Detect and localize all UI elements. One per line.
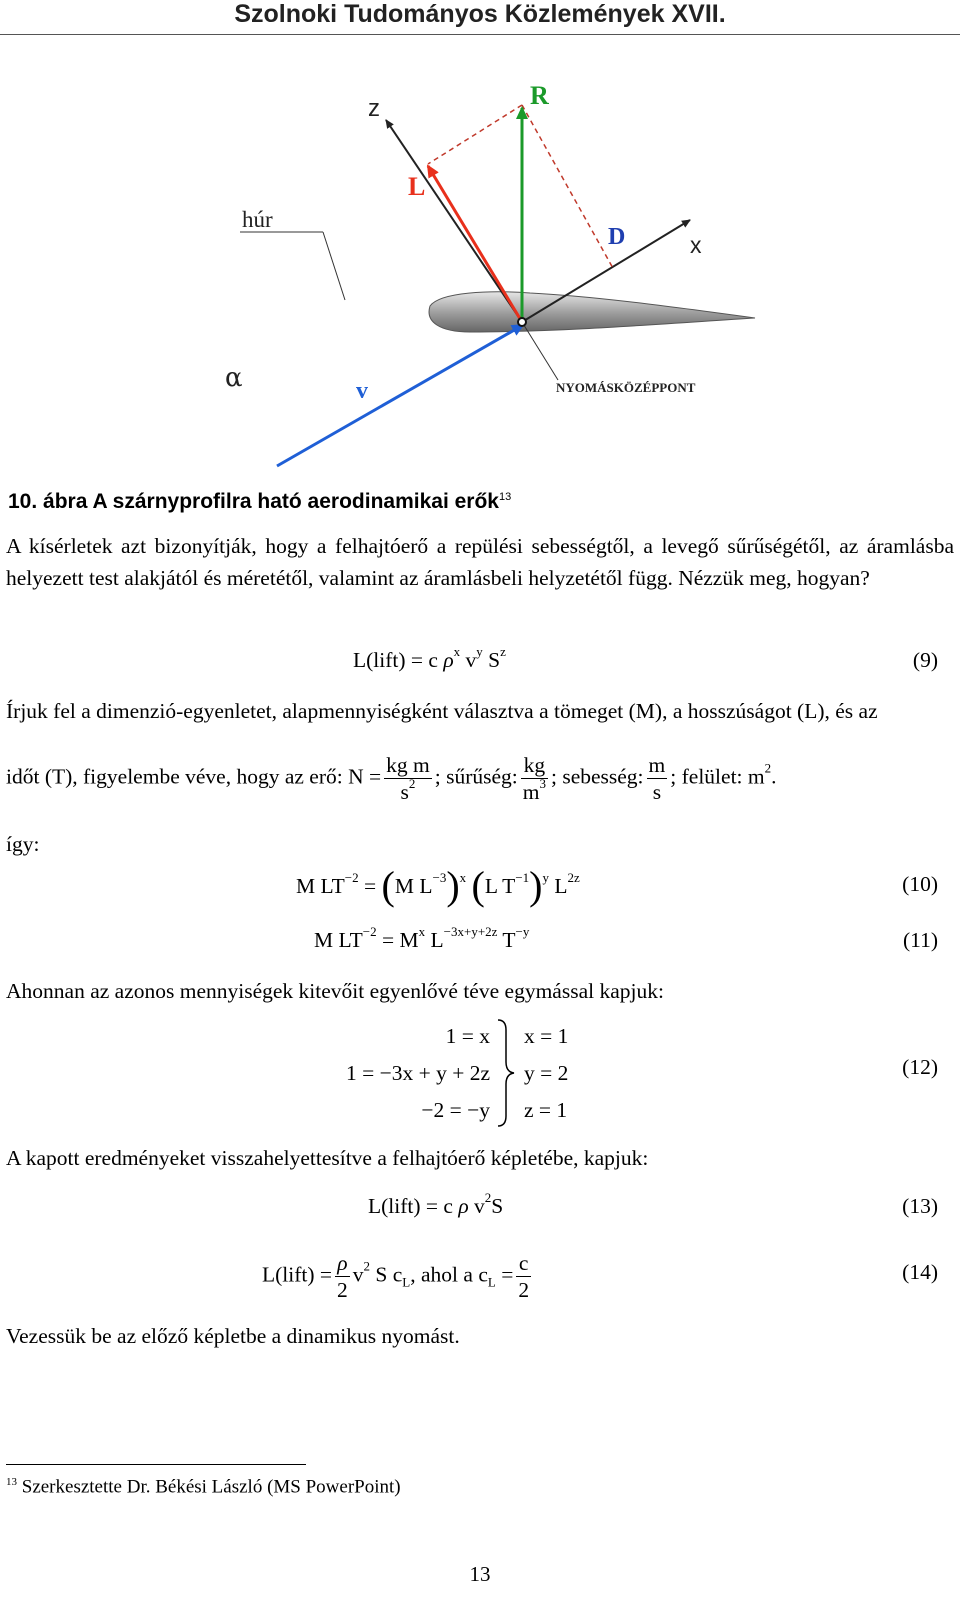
velocity-vector [277,325,523,466]
alpha-label: α [225,363,243,393]
equation-13: L(lift) = c ρ $v^2S$ [368,1190,504,1218]
footnote [6,1476,401,1498]
equation-11-number: (11) [902,928,938,952]
igy-label: így: [6,832,40,856]
footnote-number: 13 [6,1476,17,1488]
paragraph-3: Ahonnan az azonos mennyiségek kitevőit egyenlővé téve egymással kapjuk: [6,979,664,1003]
caption-number: 10. [8,490,38,513]
header-rule [0,34,960,35]
equation-12-number: (12) [902,1055,938,1079]
running-header: Szolnoki Tudományos Közlemények XVII. [234,0,726,28]
equation-11: M $LT^{-2} = M^x$ $L^{-3x+y+2z}$ $T^{-y}$ [314,924,530,952]
dimension-units-line: időt (T), figyelembe véve, hogy az erő: N = $\frac{\text{kg m}}{s^2}$ ; sűrűség: $\frac{kg}{m^3}$ ; sebesség: $\frac{m}{s}$ ; felület: $m^2$. [6,753,777,804]
x-axis-label: x [690,232,702,258]
paragraph-2-continuation: időt (T), figyelembe véve, hogy az erő: [6,764,343,789]
page-number: 13 [469,1562,491,1586]
equation-9: L(lift) = c $\rho^x$ $v^y$ $S^z$ [353,644,506,672]
airfoil-shape [429,292,755,332]
equation-10: M $LT^{-2} = (M$ $L^{-3})^x$ (L $T^{-1})^y$ $L^{2z}$ [296,863,580,908]
paragraph-2: Írjuk fel a dimenzió-egyenletet, alapmennyiségként választva a tömeget (M), a hosszúságot (L), és az [6,699,878,723]
equation-10-number: (10) [902,872,938,896]
figure-caption [8,490,511,514]
pressure-center-label: NYOMÁSKÖZÉPPONT [556,380,696,395]
caption-text: ábra A szárnyprofilra ható aerodinamikai erők [43,490,499,513]
paragraph-4: A kapott eredményeket visszahelyettesítve a felhajtóerő képletébe, kapjuk: [6,1146,649,1170]
ahol-text: , ahol a [410,1262,473,1287]
z-axis-label: z [368,95,380,122]
speed-label: ; sebesség: [550,764,644,789]
equation-14: L(lift) = $\frac{\rho}{2}$ $v^2$ S $c_L$, ahol a $c_L$ = $\frac{c}{2}$ [262,1251,530,1302]
equation-12-right: x = 1 y = 2 z = 1 [524,1024,569,1122]
airfoil-force-diagram [0,60,960,480]
drag-label: D [608,224,626,250]
caption-footnote-ref: 13 [498,491,512,503]
equation-12-brace [496,1018,520,1128]
footnote-text: Szerkesztette Dr. Békési László (MS PowerPoint) [21,1476,401,1498]
z-axis [386,120,522,322]
paragraph-1: A kísérletek azt bizonyítják, hogy a felhajtóerő a repülési sebességtől, a levegő sűrűségétől, az áramlásba helyezett test alakjától és méretétől, valamint az áramlásbeli helyzetétől függ. Nézzük meg, hogyan? [6,534,954,590]
equation-13-number: (13) [902,1194,938,1218]
equation-9-number: (9) [912,648,938,672]
resultant-label: R [530,81,549,110]
density-label: ; sűrűség: [434,764,518,789]
paragraph-5: Vezessük be az előző képletbe a dinamikus nyomást. [6,1324,460,1348]
pressure-center-point [518,318,526,326]
projection-line-D [522,105,614,270]
chord-label: húr [242,207,273,232]
equation-14-number: (14) [902,1260,938,1284]
surface-label: ; felület: [670,764,743,789]
projection-line-L [428,105,522,164]
footnote-rule [6,1464,306,1465]
lift-label: L [408,172,426,201]
velocity-label: v [356,378,368,404]
equation-12-left: 1 = x 1 = −3x + y + 2z −2 = −y [345,1024,490,1122]
